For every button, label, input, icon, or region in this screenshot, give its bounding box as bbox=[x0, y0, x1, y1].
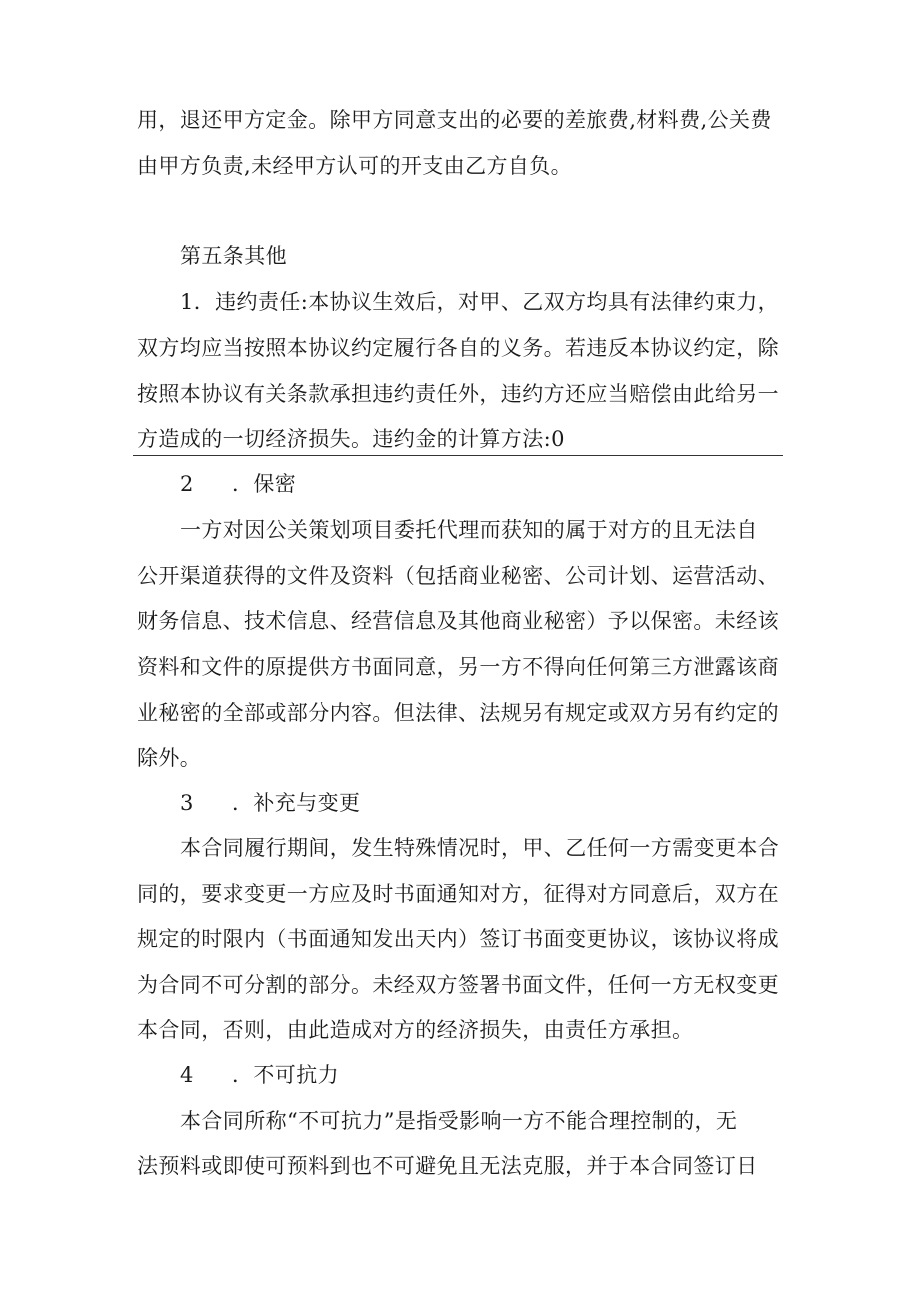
clause2-line-6: 除外。 bbox=[137, 746, 202, 770]
clause3-line-3: 规定的时限内（书面通知发出天内）签订书面变更协议，该协议将成 bbox=[137, 927, 779, 951]
clause2-line-4: 资料和文件的原提供方书面同意，另一方不得向任何第三方泄露该商 bbox=[137, 655, 779, 679]
horizontal-rule bbox=[133, 455, 783, 456]
intro-line-2: 由甲方负责,未经甲方认可的开支由乙方自负。 bbox=[137, 154, 573, 178]
article5-heading: 第五条其他 bbox=[180, 244, 287, 268]
clause4-line-1: 本合同所称“不可抗力”是指受影响一方不能合理控制的，无 bbox=[180, 1109, 738, 1133]
clause3-line-4: 为合同不可分割的部分。未经双方签署书面文件，任何一方无权变更 bbox=[137, 973, 779, 997]
clause1-line-3: 按照本协议有关条款承担违约责任外，违约方还应当赔偿由此给另一 bbox=[137, 382, 779, 406]
clause3-line-1: 本合同履行期间，发生特殊情况时，甲、乙任何一方需变更本合 bbox=[180, 836, 780, 860]
clause2-line-1: 一方对因公关策划项目委托代理而获知的属于对方的且无法自 bbox=[180, 518, 758, 542]
clause2-title: ．保密 bbox=[232, 472, 297, 496]
clause3-number: 3 bbox=[180, 791, 194, 815]
clause4-title: ．不可抗力 bbox=[232, 1063, 339, 1087]
clause3-line-2: 同的，要求变更一方应及时书面通知对方，征得对方同意后，双方在 bbox=[137, 882, 779, 906]
clause1-line-4: 方造成的一切经济损失。违约金的计算方法:0 bbox=[137, 427, 565, 451]
clause1-line-1: 1．违约责任:本协议生效后，对甲、乙双方均具有法律约束力， bbox=[180, 290, 780, 314]
clause2-line-2: 公开渠道获得的文件及资料（包括商业秘密、公司计划、运营活动、 bbox=[137, 564, 779, 588]
clause2-number: 2 bbox=[180, 472, 194, 496]
clause4-number: 4 bbox=[180, 1063, 194, 1087]
clause4-line-2: 法预料或即使可预料到也不可避免且无法克服，并于本合同签订日 bbox=[137, 1154, 758, 1178]
clause2-line-5: 业秘密的全部或部分内容。但法律、法规另有规定或双方另有约定的 bbox=[137, 701, 779, 725]
clause3-heading bbox=[180, 789, 360, 817]
intro-line-1: 用，退还甲方定金。除甲方同意支出的必要的差旅费,材料费,公关费 bbox=[137, 108, 772, 132]
clause4-heading bbox=[180, 1061, 339, 1089]
clause3-title: ．补充与变更 bbox=[232, 791, 361, 815]
clause3-line-5: 本合同，否则，由此造成对方的经济损失，由责任方承担。 bbox=[137, 1018, 694, 1042]
clause1-line-2: 双方均应当按照本协议约定履行各自的义务。若违反本协议约定，除 bbox=[137, 336, 779, 360]
clause2-line-3: 财务信息、技术信息、经营信息及其他商业秘密）予以保密。未经该 bbox=[137, 609, 779, 633]
clause2-heading bbox=[180, 470, 296, 498]
